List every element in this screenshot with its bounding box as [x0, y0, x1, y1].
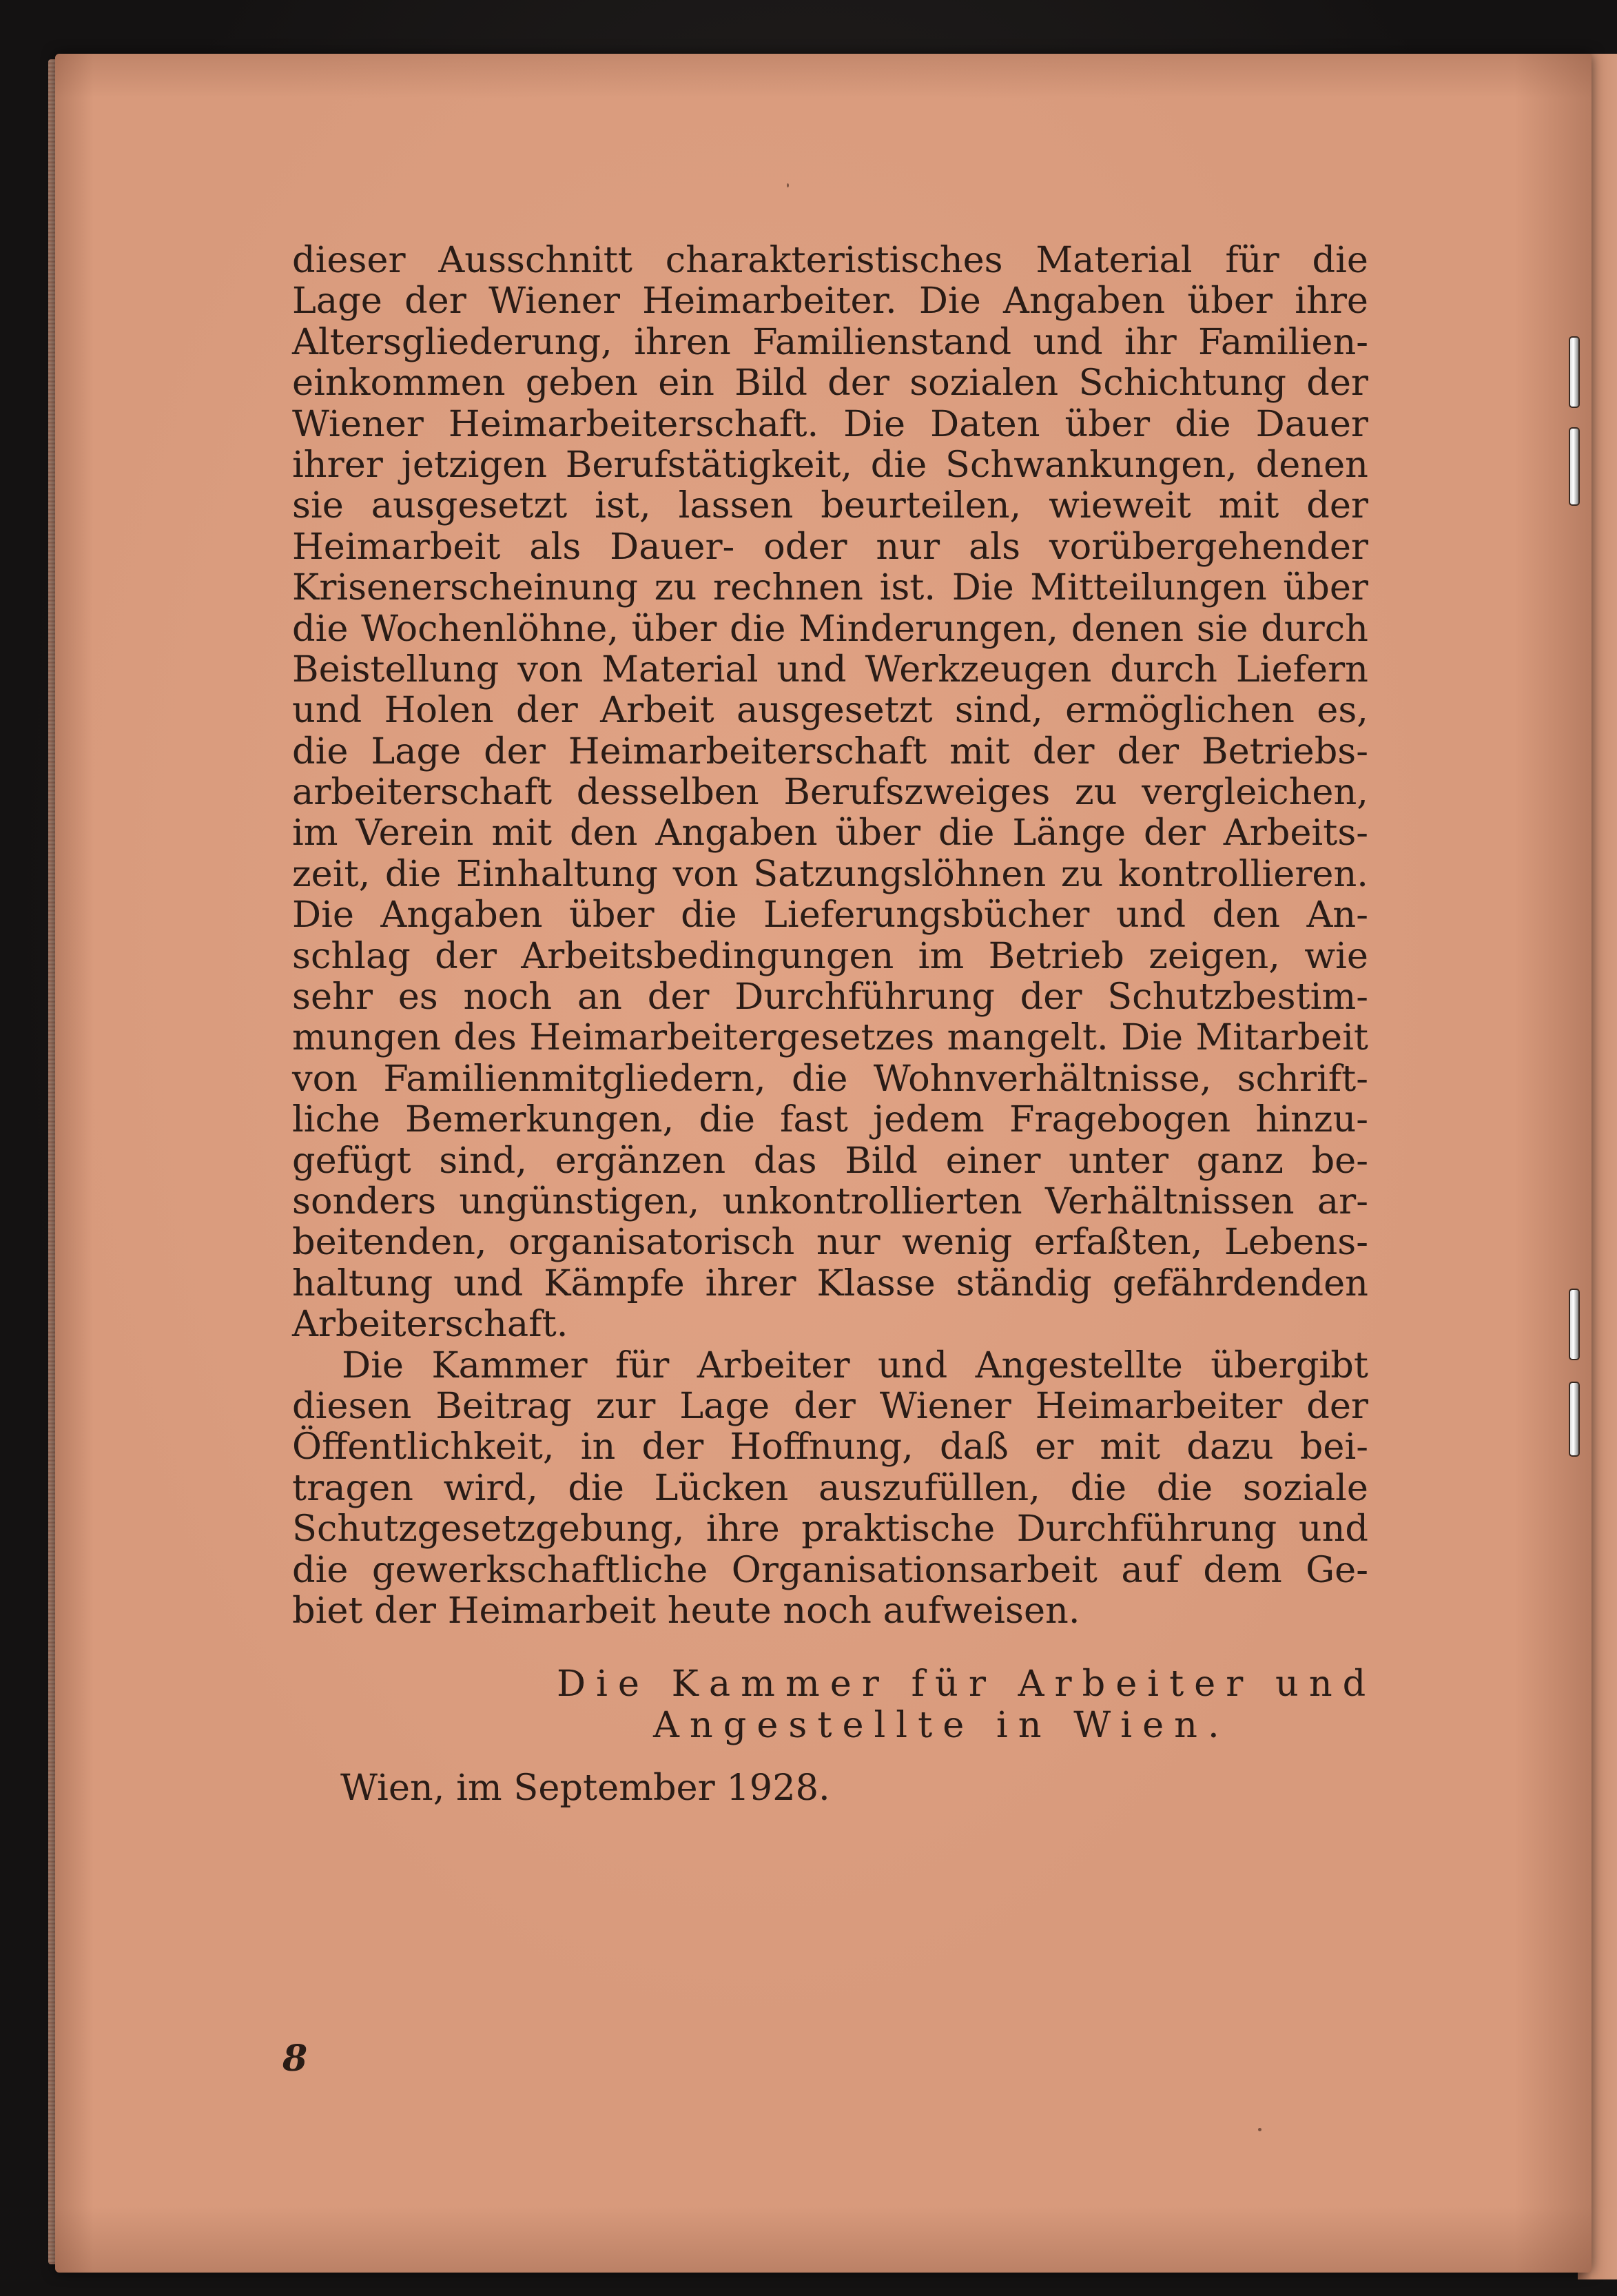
staple-lower-1	[1569, 1289, 1580, 1360]
text-line: liche Bemerkungen, die fast jedem Fragebogen hinzu-	[292, 1098, 1368, 1141]
page-number: 8	[282, 2038, 308, 2080]
signature-line-1: Die Kammer für Arbeiter und	[557, 1663, 1377, 1705]
text-line: Wiener Heimarbeiterschaft. Die Daten über die Dauer	[292, 402, 1368, 445]
text-line: arbeiterschaft desselben Berufszweiges zu vergleichen,	[292, 771, 1368, 814]
paper-speck	[787, 183, 789, 187]
text-line: biet der Heimarbeit heute noch aufweisen.	[292, 1589, 1080, 1632]
paper-speck	[1258, 2128, 1261, 2131]
text-line: Die Angaben über die Lieferungsbücher und den An-	[292, 894, 1368, 936]
text-line: Lage der Wiener Heimarbeiter. Die Angaben über ihre	[292, 280, 1368, 322]
text-line: mungen des Heimarbeitergesetzes mangelt. Die Mitarbeit	[292, 1016, 1368, 1059]
text-line: haltung und Kämpfe ihrer Klasse ständig gefährdenden	[292, 1262, 1368, 1304]
text-line: diesen Beitrag zur Lage der Wiener Heimarbeiter der	[292, 1384, 1368, 1427]
staple-upper-2	[1569, 427, 1580, 506]
staple-upper-1	[1569, 336, 1580, 408]
text-line: Beistellung von Material und Werkzeugen durch Liefern	[292, 648, 1368, 690]
text-line: die Lage der Heimarbeiterschaft mit der der Betriebs-	[292, 730, 1368, 772]
text-line: im Verein mit den Angaben über die Länge der Arbeits-	[292, 812, 1368, 854]
text-line: beitenden, organisatorisch nur wenig erfaßten, Lebens-	[292, 1221, 1368, 1264]
text-line: Schutzgesetzgebung, ihre praktische Durchführung und	[292, 1508, 1368, 1550]
text-line: zeit, die Einhaltung von Satzungslöhnen zu kontrollieren.	[292, 852, 1368, 895]
text-line: sehr es noch an der Durchführung der Schutzbestim-	[292, 976, 1368, 1018]
text-line: die gewerkschaftliche Organisationsarbeit auf dem Ge-	[292, 1548, 1368, 1591]
text-line: von Familienmitgliedern, die Wohnverhältnisse, schrift-	[292, 1057, 1368, 1100]
text-line: dieser Ausschnitt charakteristisches Material für die	[292, 239, 1368, 281]
staple-lower-2	[1569, 1382, 1580, 1457]
text-line: Altersgliederung, ihren Familienstand und ihr Familien-	[292, 320, 1368, 363]
text-line: gefügt sind, ergänzen das Bild einer unter ganz be-	[292, 1139, 1368, 1182]
text-line: sonders ungünstigen, unkontrollierten Verhältnissen ar-	[292, 1180, 1368, 1222]
body-text	[292, 240, 1368, 1631]
text-line: Die Kammer für Arbeiter und Angestellte übergibt	[342, 1344, 1368, 1386]
text-line: Öffentlichkeit, in der Hoffnung, daß er mit dazu bei-	[292, 1426, 1368, 1468]
text-line: Heimarbeit als Dauer- oder nur als vorübergehender	[292, 525, 1368, 568]
text-line: Krisenerscheinung zu rechnen ist. Die Mitteilungen über	[292, 566, 1368, 609]
text-line: tragen wird, die Lücken auszufüllen, die die soziale	[292, 1466, 1368, 1509]
text-line: die Wochenlöhne, über die Minderungen, denen sie durch	[292, 607, 1368, 650]
text-line: und Holen der Arbeit ausgesetzt sind, ermöglichen es,	[292, 689, 1368, 732]
text-line: sie ausgesetzt ist, lassen beurteilen, wieweit mit der	[292, 484, 1368, 527]
text-line: schlag der Arbeitsbedingungen im Betrieb zeigen, wie	[292, 934, 1368, 977]
text-line: ihrer jetzigen Berufstätigkeit, die Schwankungen, denen	[292, 443, 1368, 486]
text-line: einkommen geben ein Bild der sozialen Schichtung der	[292, 362, 1368, 404]
dateline: Wien, im September 1928.	[340, 1767, 830, 1809]
signature-line-2: Angestellte in Wien.	[653, 1704, 1230, 1746]
text-line: Arbeiterschaft.	[292, 1303, 568, 1346]
